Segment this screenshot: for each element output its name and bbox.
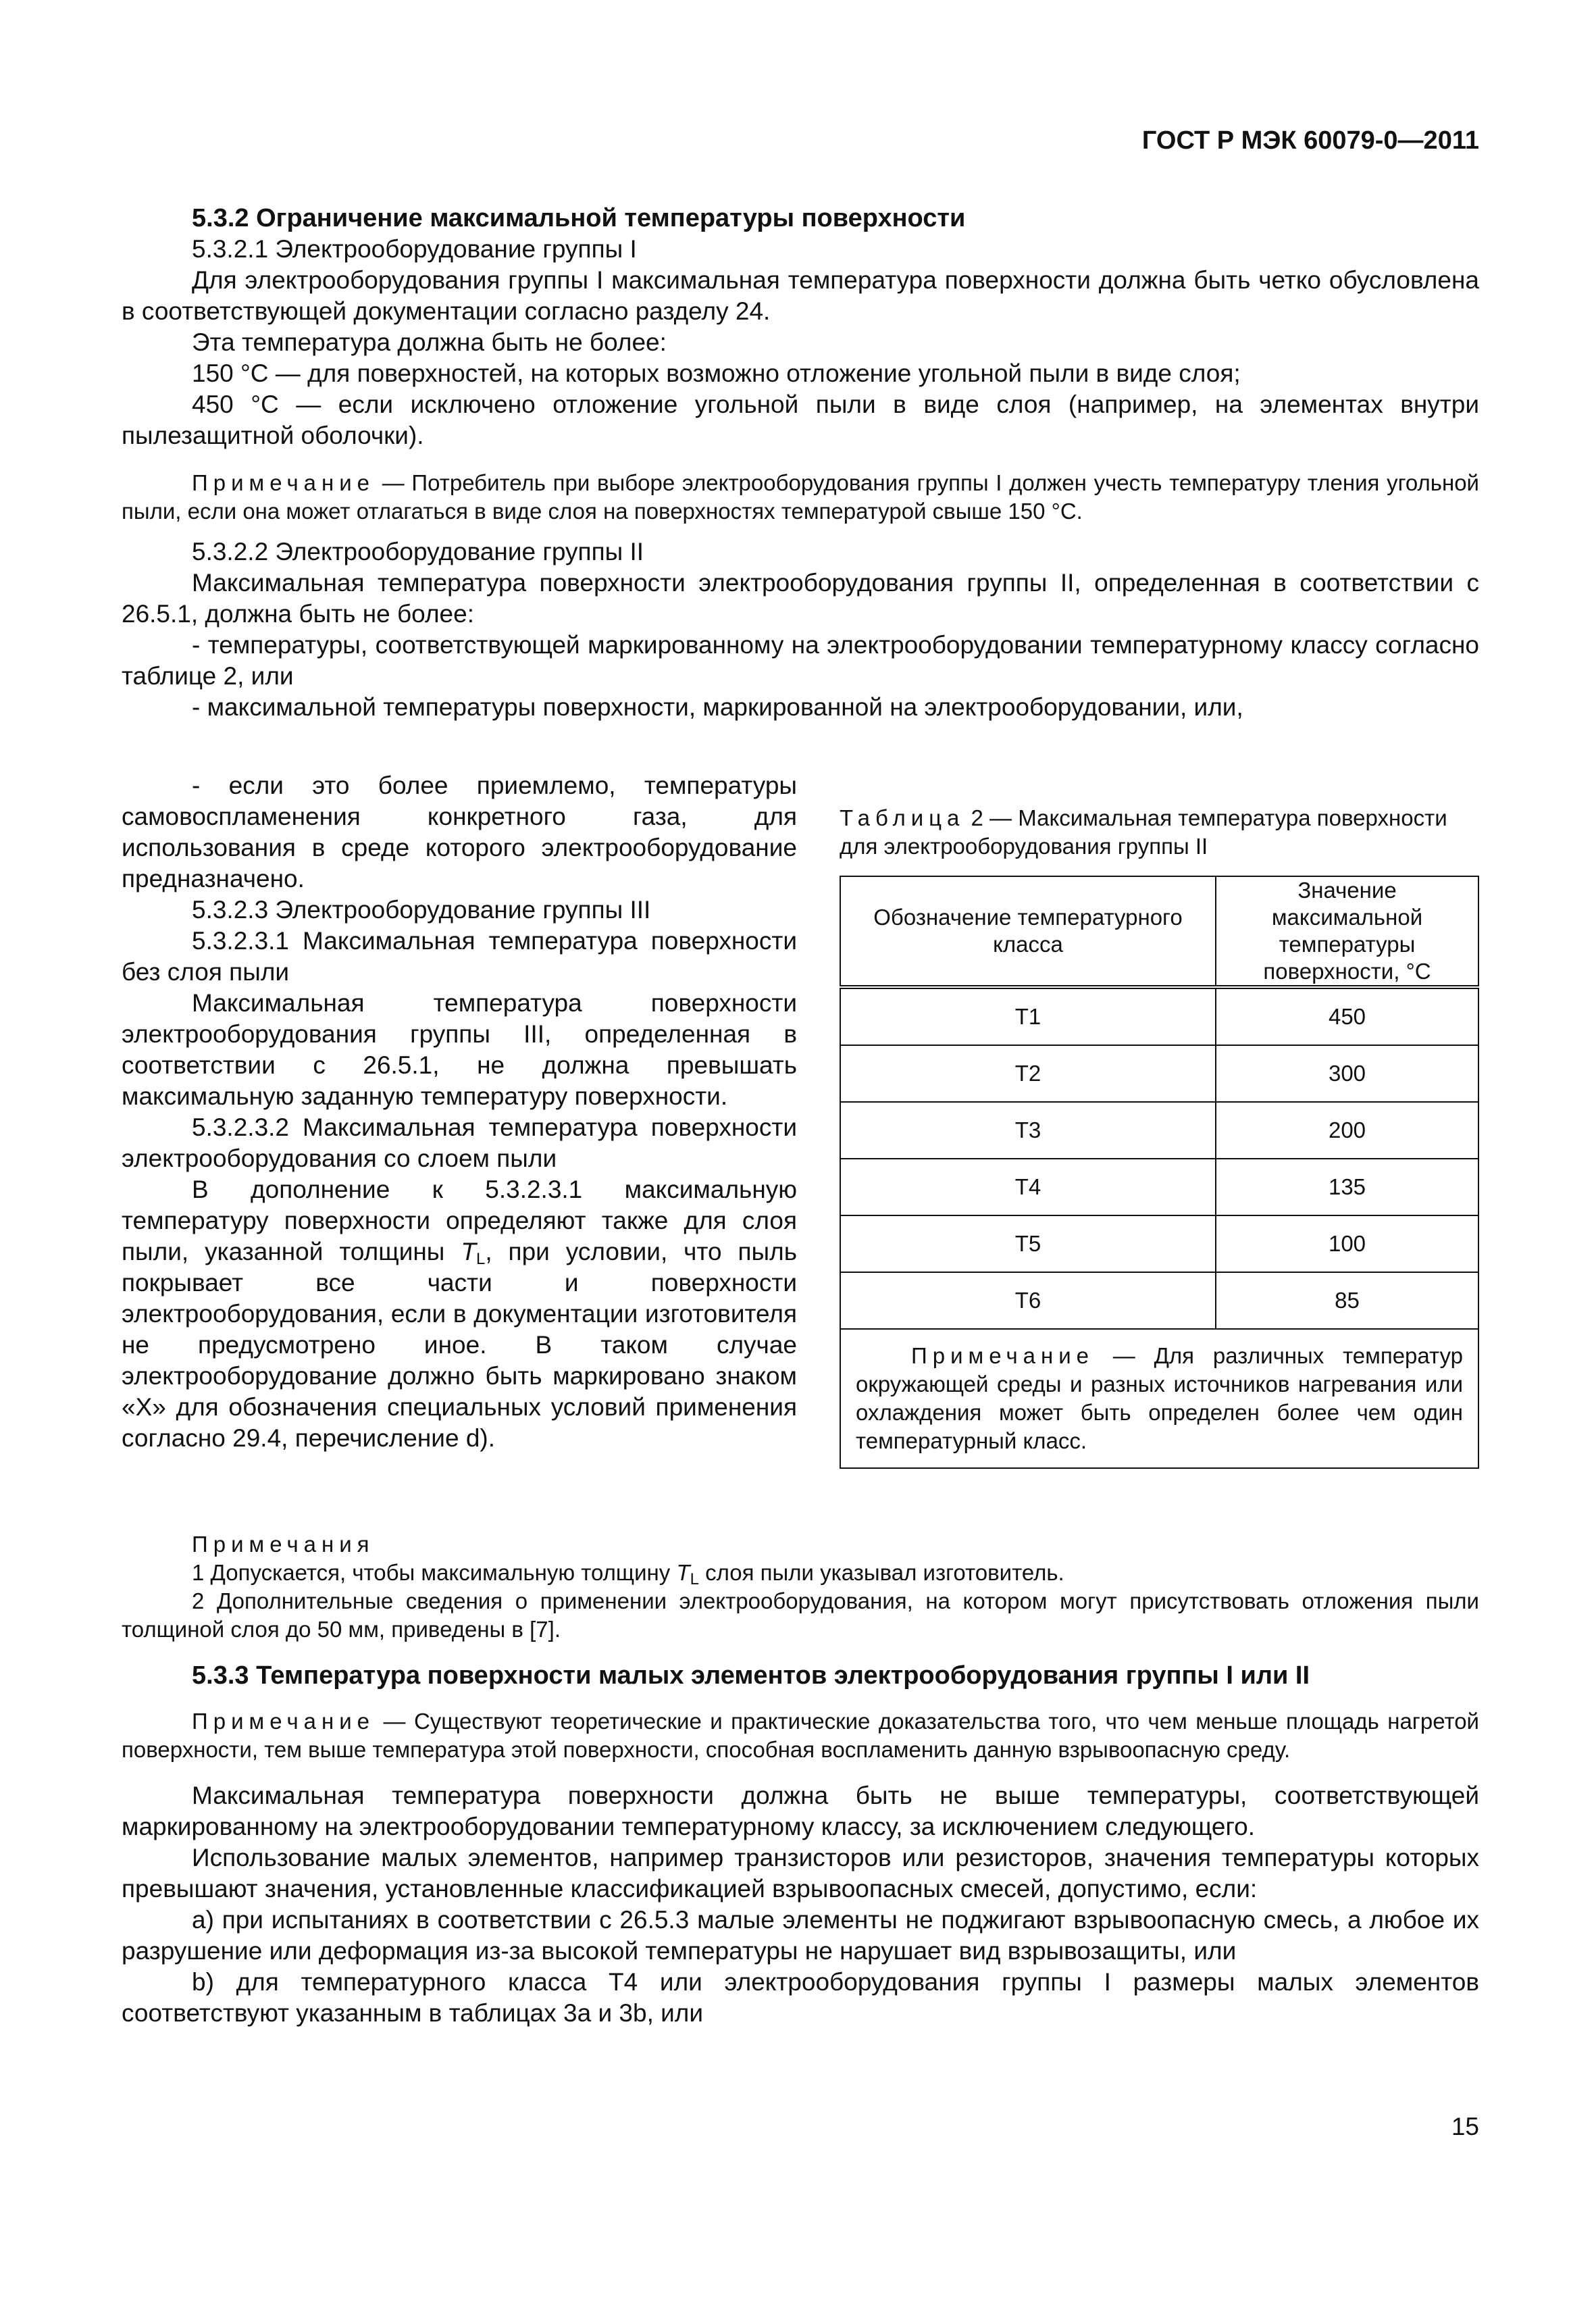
temp-cell: 200 [1216, 1102, 1478, 1159]
table-row [840, 1215, 1478, 1272]
paragraph: Эта температура должна быть не более: [192, 328, 667, 356]
temp-cell: 450 [1216, 987, 1478, 1045]
caption-text: 2 — Максимальная температура поверхности для электрооборудования группы II [840, 805, 1447, 859]
document-id-header: ГОСТ Р МЭК 60079-0—2011 [1141, 126, 1479, 155]
column-header: Значение максимальной температуры поверхности, °С [1216, 876, 1478, 987]
note-item: 2 Дополнительные сведения о применении электрооборудования, на котором могут присутствовать отложения пыли толщиной слоя до 50 мм, приведены в [7]. [122, 1588, 1479, 1642]
class-cell: T5 [840, 1215, 1216, 1272]
paragraph: 450 °С — если исключено отложение угольной пыли в виде слоя (например, на элементах внутри пылезащитной оболочки). [122, 391, 1479, 449]
note-label: Примечание [192, 470, 376, 495]
paragraph: Для электрооборудования группы I максимальная температура поверхности должна быть четко обусловлена в соответствующей документации согласно разделу 24. [122, 266, 1479, 325]
subsection-title: 5.3.2.2 Электрооборудование группы II [192, 538, 644, 565]
table-row [840, 1102, 1478, 1159]
class-cell: T6 [840, 1272, 1216, 1329]
caption-label: Таблица [840, 805, 965, 830]
text-run: слоя пыли указывал изготовитель. [698, 1560, 1064, 1585]
notes-heading: Примечания [192, 1532, 375, 1557]
table-caption [840, 804, 1479, 861]
paragraph: b) для температурного класса T4 или электрооборудования группы I размеры малых элементов соответствуют указанным в таблицах 3a и 3b, или [122, 1968, 1479, 2027]
symbol-subscript: L [690, 1570, 699, 1588]
table-header-row [840, 876, 1478, 987]
temp-cell: 85 [1216, 1272, 1478, 1329]
subsection-title: 5.3.2.1 Электрооборудование группы I [192, 235, 637, 263]
temp-cell: 300 [1216, 1045, 1478, 1102]
page-number: 15 [1451, 2113, 1479, 2140]
table-row [840, 1045, 1478, 1102]
symbol-T: T [676, 1560, 690, 1585]
paragraph [122, 1174, 797, 1454]
paragraph: Максимальная температура поверхности должна быть не выше температуры, соответствующей маркированному на электрооборудовании температурному классу, за исключением следующего. [122, 1782, 1479, 1840]
subsection-title: 5.3.2.3 Электрооборудование группы III [192, 896, 651, 924]
text-run: 1 Допускается, чтобы максимальную толщину [192, 1560, 677, 1585]
section-title: 5.3.2 Ограничение максимальной температуры поверхности [192, 204, 966, 232]
table-2-block [840, 804, 1479, 1469]
paragraph: 150 °С — для поверхностей, на которых возможно отложение угольной пыли в виде слоя; [192, 359, 1241, 387]
class-cell: T2 [840, 1045, 1216, 1102]
symbol-subscript: L [475, 1250, 486, 1268]
note [122, 469, 1479, 526]
paragraph: Максимальная температура поверхности электрооборудования группы III, определенная в соответствии с 26.5.1, не должна превышать максимальную заданную температуру поверхности. [122, 989, 797, 1110]
table-row [840, 1272, 1478, 1329]
class-cell: T1 [840, 987, 1216, 1045]
table-row [840, 1159, 1478, 1215]
column-header: Обозначение температурного класса [840, 876, 1216, 987]
note [122, 1707, 1479, 1764]
note-text: — Существуют теоретические и практические доказательства того, что чем меньше площадь нагретой поверхности, тем выше температура этой поверхности, способная воспламенить данную взрывоопасную среду. [122, 1709, 1479, 1762]
paragraph: - если это более приемлемо, температуры самовоспламенения конкретного газа, для использования в среде которого электрооборудование предназначено. [122, 772, 797, 892]
temp-cell: 135 [1216, 1159, 1478, 1215]
notes-label [122, 1530, 1479, 1559]
subsection-title: 5.3.2.3.2 Максимальная температура поверхности электрооборудования со слоем пыли [122, 1113, 797, 1172]
left-column [122, 770, 797, 1454]
note-item [122, 1559, 1479, 1587]
paragraph: - максимальной температуры поверхности, маркированной на электрооборудовании, или, [192, 693, 1243, 721]
table-note-row [840, 1329, 1478, 1468]
paragraph: Использование малых элементов, например транзисторов или резисторов, значения температуры которых превышают значения, установленные классификацией взрывоопасных смесей, допустимо, если: [122, 1844, 1479, 1903]
paragraph: - температуры, соответствующей маркированному на электрооборудовании температурному классу согласно таблице 2, или [122, 631, 1479, 690]
note-text: — Потребитель при выборе электрооборудования группы I должен учесть температуру тления угольной пыли, если она может отлагаться в виде слоя на поверхностях температурой свыше 150 °С. [122, 470, 1479, 524]
class-cell: T3 [840, 1102, 1216, 1159]
text-run: В дополнение к 5.3.2.3.1 максимальную температуру поверхности определяют также для слоя пыли, указанной толщины [122, 1176, 797, 1265]
note-label: Примечание [911, 1343, 1095, 1368]
table-row [840, 987, 1478, 1045]
section-title: 5.3.3 Температура поверхности малых элементов электрооборудования группы I или II [192, 1661, 1310, 1690]
class-cell: T4 [840, 1159, 1216, 1215]
subsection-title: 5.3.2.3.1 Максимальная температура поверхности без слоя пыли [122, 927, 797, 986]
temperature-class-table [840, 876, 1479, 1469]
section-5-3-2 [122, 203, 1479, 723]
notes-block [122, 1530, 1479, 2029]
paragraph: a) при испытаниях в соответствии с 26.5.3 малые элементы не поджигают взрывоопасную смесь, а любое их разрушение или деформация из-за высокой температуры не нарушает вид взрывозащиты, или [122, 1906, 1479, 1965]
note-label: Примечание [192, 1709, 376, 1734]
paragraph: Максимальная температура поверхности электрооборудования группы II, определенная в соответствии с 26.5.1, должна быть не более: [122, 569, 1479, 628]
note-text: — Для различных температур окружающей среды и разных источников нагревания или охлаждения может быть определен более чем один температурный класс. [856, 1343, 1463, 1453]
symbol-T: T [461, 1238, 476, 1265]
temp-cell: 100 [1216, 1215, 1478, 1272]
text-run: , при условии, что пыль покрывает все части и поверхности электрооборудования, если в документации изготовителя не предусмотрено иное. В таком случае электрооборудование должно быть маркировано знаком «X» для обозначения специальных условий применения согласно 29.4, перечисление d). [122, 1238, 798, 1452]
table-note [840, 1329, 1478, 1468]
